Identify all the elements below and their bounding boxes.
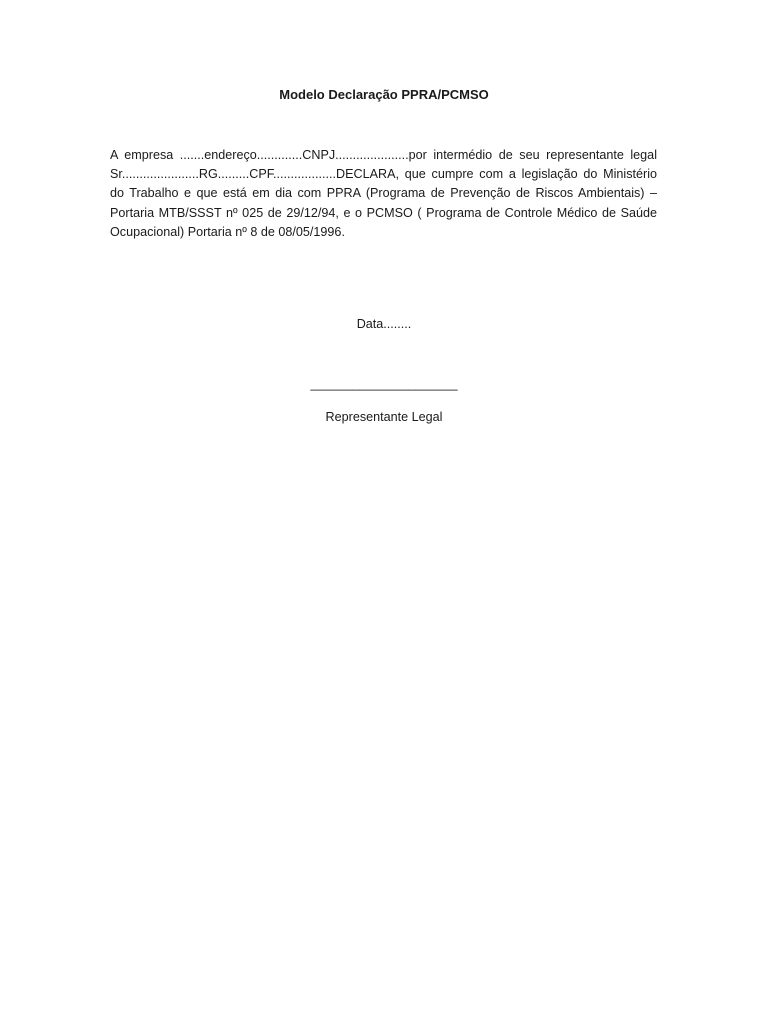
date-field: Data........ — [356, 317, 412, 331]
signer-label: Representante Legal — [325, 410, 443, 424]
signature-line: _____________________ — [310, 377, 458, 391]
document-title: Modelo Declaração PPRA/PCMSO — [279, 87, 489, 102]
declaration-paragraph: A empresa .......endereço.............CNPJ.....................por intermédio de seu representante legal Sr......................RG.........CPF..................DECLARA, que cumpre com a legislação do Ministério do Trabalho e que está em dia com PPRA (Programa de Prevenção de Riscos Ambientais) – Portaria MTB/SSST nº 025 de 29/12/94, e o PCMSO ( Programa de Controle Médico de Saúde Ocupacional) Portaria nº 8 de 08/05/1996. — [110, 148, 657, 239]
